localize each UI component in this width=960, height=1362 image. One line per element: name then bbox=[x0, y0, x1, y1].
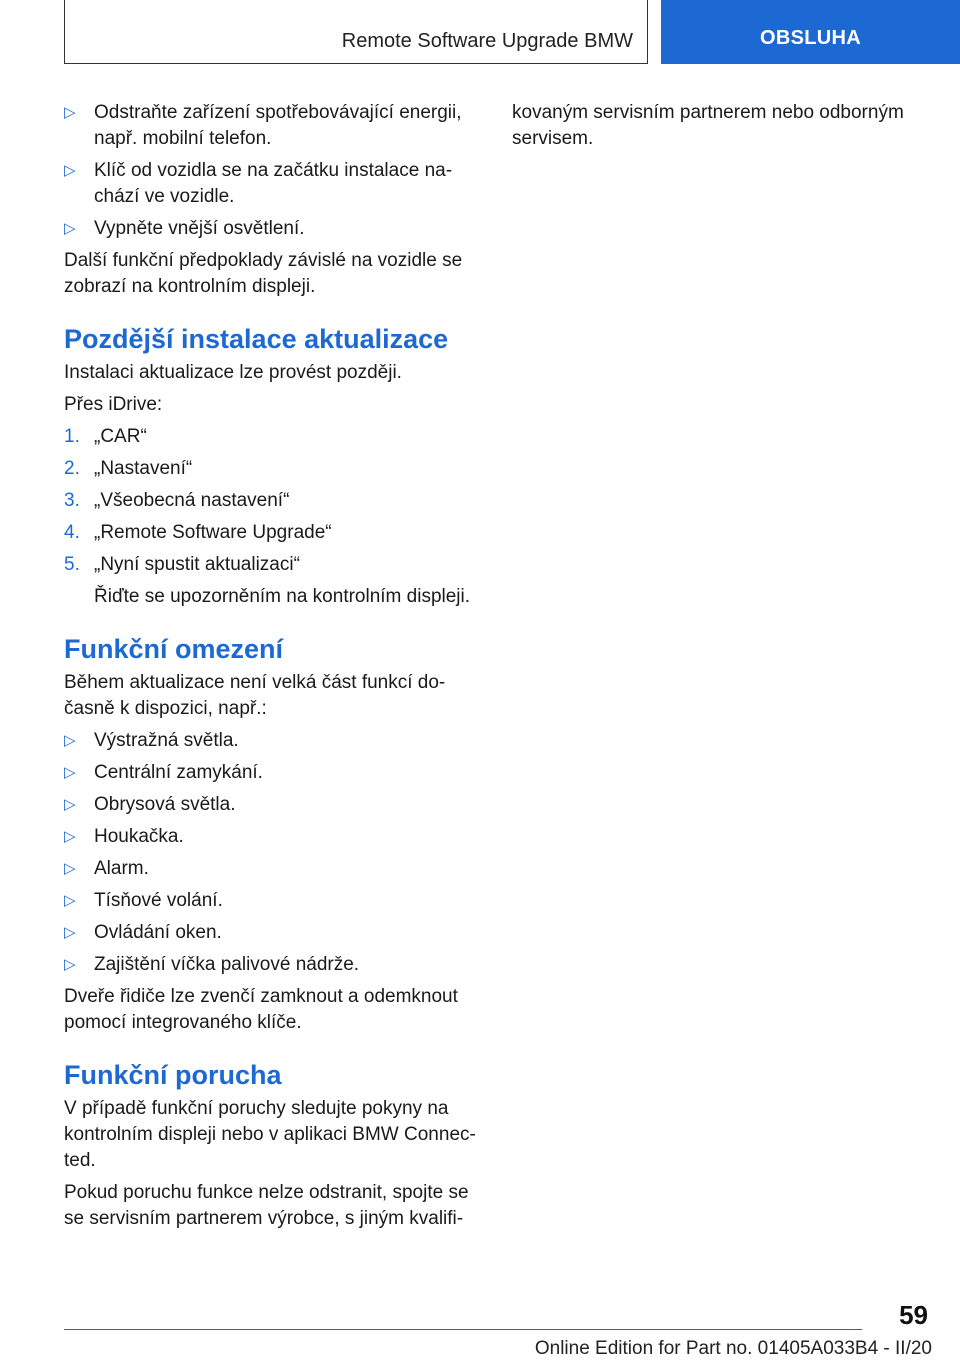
section-tab[interactable]: OBSLUHA bbox=[661, 0, 960, 64]
triangle-bullet-icon bbox=[64, 952, 94, 978]
triangle-bullet-icon bbox=[64, 728, 94, 754]
step-text: „Všeobecná nastavení“ bbox=[94, 490, 290, 511]
right-column bbox=[512, 100, 922, 158]
step-item bbox=[64, 424, 484, 450]
triangle-bullet-icon bbox=[64, 216, 94, 242]
left-column bbox=[64, 100, 484, 1238]
footer-edition: Online Edition for Part no. 01405A033B4 - II/20 bbox=[534, 1338, 932, 1359]
paragraph: Instalaci aktualizace lze provést později. bbox=[64, 362, 402, 383]
list-item-text: Ovládání oken. bbox=[94, 922, 222, 943]
list-item bbox=[64, 792, 484, 818]
step-item bbox=[64, 520, 484, 546]
paragraph: kovaným servisním partnerem nebo odborným servisem. bbox=[512, 102, 904, 149]
triangle-bullet-icon bbox=[64, 792, 94, 818]
list-item bbox=[64, 100, 484, 152]
triangle-bullet-icon bbox=[64, 760, 94, 786]
step-number: 4. bbox=[64, 522, 80, 543]
list-item bbox=[64, 952, 484, 978]
header-title: Remote Software Upgrade BMW bbox=[341, 30, 633, 52]
paragraph: V případě funkční poruchy sledujte pokyny na kontrolním displeji nebo v aplikaci BMW Connec-ted. bbox=[64, 1098, 476, 1171]
list-item-text: Alarm. bbox=[94, 858, 149, 879]
triangle-bullet-icon bbox=[64, 100, 94, 152]
list-item-text: Odstraňte zařízení spotřebovávající energii, např. mobilní telefon. bbox=[94, 102, 462, 149]
section-heading: Pozdější instalace aktualizace bbox=[64, 324, 449, 354]
list-item bbox=[64, 888, 484, 914]
step-item bbox=[64, 488, 484, 514]
list-item bbox=[64, 158, 484, 210]
step-text: „CAR“ bbox=[94, 426, 147, 447]
list-item-text: Houkačka. bbox=[94, 826, 184, 847]
list-item-text: Obrysová světla. bbox=[94, 794, 236, 815]
paragraph: Během aktualizace není velká část funkcí do-časně k dispozici, např.: bbox=[64, 672, 446, 719]
footer-divider bbox=[64, 1329, 862, 1330]
list-item bbox=[64, 824, 484, 850]
triangle-bullet-icon bbox=[64, 920, 94, 946]
list-item-text: Centrální zamykání. bbox=[94, 762, 263, 783]
page-number: 59 bbox=[899, 1300, 928, 1330]
step-text: „Remote Software Upgrade“ bbox=[94, 522, 332, 543]
list-item bbox=[64, 856, 484, 882]
triangle-bullet-icon bbox=[64, 888, 94, 914]
list-item bbox=[64, 728, 484, 754]
triangle-bullet-icon bbox=[64, 158, 94, 210]
list-item-text: Vypněte vnější osvětlení. bbox=[94, 218, 305, 239]
step-number: 5. bbox=[64, 554, 80, 575]
triangle-bullet-icon bbox=[64, 824, 94, 850]
step-number: 1. bbox=[64, 426, 80, 447]
paragraph: Další funkční předpoklady závislé na vozidle se zobrazí na kontrolním displeji. bbox=[64, 250, 463, 297]
list-item bbox=[64, 216, 484, 242]
step-number: 2. bbox=[64, 458, 80, 479]
list-item-text: Klíč od vozidla se na začátku instalace na-chází ve vozidle. bbox=[94, 160, 453, 207]
step-item bbox=[64, 552, 484, 578]
section-heading: Funkční omezení bbox=[64, 634, 284, 664]
step-item bbox=[64, 456, 484, 482]
step-text: „Nyní spustit aktualizaci“ bbox=[94, 554, 300, 575]
step-number: 3. bbox=[64, 490, 80, 511]
list-item-text: Výstražná světla. bbox=[94, 730, 239, 751]
paragraph: Dveře řidiče lze zvenčí zamknout a odemknout pomocí integrovaného klíče. bbox=[64, 986, 458, 1033]
header-box bbox=[64, 0, 648, 64]
section-heading: Funkční porucha bbox=[64, 1060, 282, 1090]
step-text: „Nastavení“ bbox=[94, 458, 193, 479]
list-item bbox=[64, 920, 484, 946]
step-note: Řiďte se upozorněním na kontrolním displeji. bbox=[94, 586, 471, 607]
paragraph: Pokud poruchu funkce nelze odstranit, spojte se se servisním partnerem výrobce, s jiným kvalifi- bbox=[64, 1182, 469, 1229]
list-item-text: Zajištění víčka palivové nádrže. bbox=[94, 954, 360, 975]
list-item bbox=[64, 760, 484, 786]
list-item-text: Tísňové volání. bbox=[94, 890, 223, 911]
triangle-bullet-icon bbox=[64, 856, 94, 882]
paragraph: Přes iDrive: bbox=[64, 394, 163, 415]
